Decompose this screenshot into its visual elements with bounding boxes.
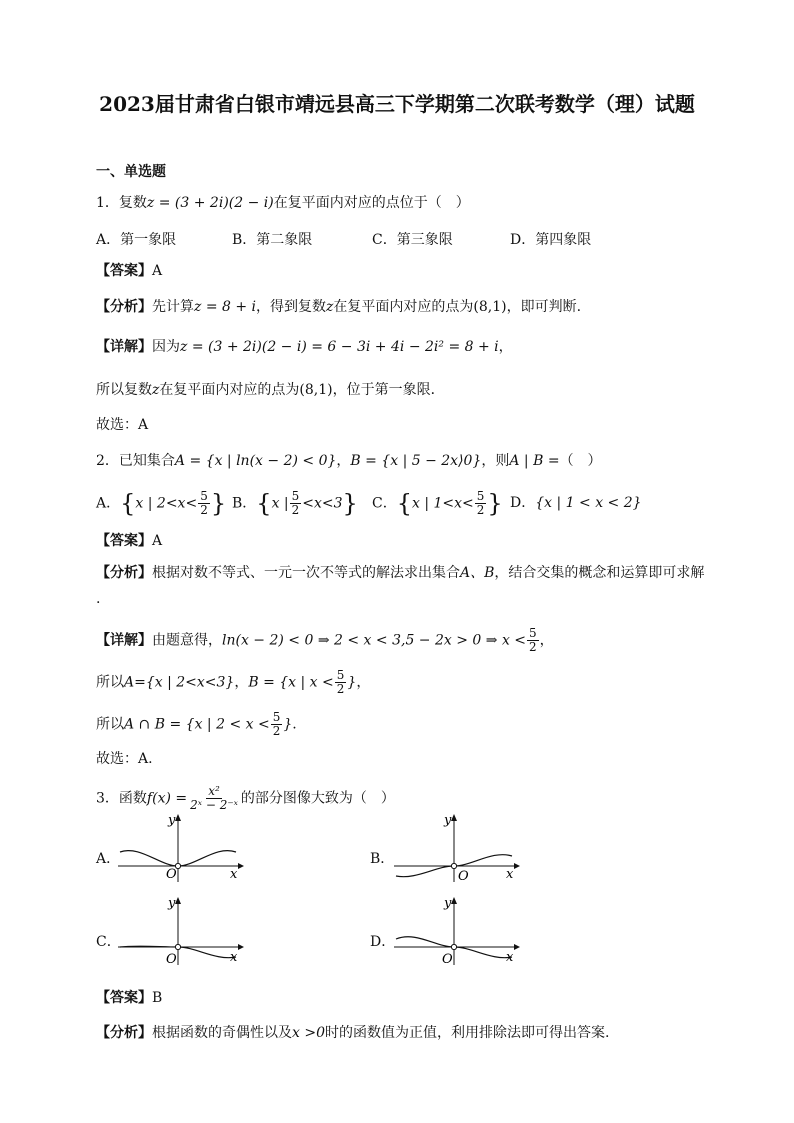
q2-operation: A | B = — [509, 453, 560, 469]
q2-answer — [96, 532, 162, 550]
graph-b — [392, 812, 522, 884]
analysis-tag: 【分析】 — [96, 1025, 152, 1041]
detail-text: ， — [234, 674, 249, 691]
y-axis-label: y — [168, 896, 176, 911]
q2-analysis — [96, 564, 704, 582]
brace-right-icon: } — [210, 489, 227, 518]
analysis-sets: A、B — [460, 565, 495, 581]
analysis-text: ，即可判断. — [506, 299, 582, 315]
q2-option-c — [372, 490, 503, 517]
origin-label: O — [166, 867, 177, 882]
option-body-tail: <x<3 — [302, 495, 343, 512]
analysis-text: 先计算 — [152, 299, 194, 315]
x-axis-label: x — [506, 950, 514, 965]
x-axis-arrow-icon — [238, 863, 244, 869]
graph-d-label: D． — [370, 934, 396, 950]
detail-text: 在复平面内对应的点为 — [159, 382, 300, 398]
option-label: C． — [372, 495, 397, 512]
detail-text: 所以 — [96, 716, 124, 733]
fraction-denominator: 2 — [291, 503, 300, 517]
q3-stem — [96, 785, 395, 812]
q2-option-b — [232, 490, 358, 517]
option-label: B． — [232, 495, 257, 512]
graph-c-label: C． — [96, 934, 121, 950]
x-axis-arrow-icon — [238, 944, 244, 950]
brace-left-icon: { — [396, 489, 412, 518]
detail-tag: 【详解】 — [96, 339, 152, 355]
detail-text: 由题意得， — [152, 632, 222, 649]
answer-value: A — [152, 533, 163, 549]
q1-answer — [96, 262, 162, 280]
answer-value: B — [152, 990, 163, 1006]
y-axis-label: y — [444, 896, 452, 911]
x-axis-label: x — [230, 950, 238, 965]
detail-text: ， — [539, 632, 554, 649]
q2-analysis-dot: . — [96, 591, 101, 607]
analysis-expression: x >0 — [292, 1025, 325, 1041]
detail-point: (8,1) — [299, 382, 333, 398]
q1-detail — [96, 338, 513, 356]
x-axis-arrow-icon — [514, 944, 520, 950]
fraction-numerator: 5 — [291, 489, 300, 503]
x-axis-label: x — [230, 867, 238, 882]
detail-set-a: A={x | 2<x<3} — [124, 674, 235, 691]
fraction-numerator: 5 — [272, 710, 281, 724]
option-body: x | 1<x< — [412, 495, 474, 512]
q1-stem-expression: z = (3 + 2i)(2 − i) — [146, 195, 274, 211]
q1-stem-suffix: 在复平面内对应的点位于（ ） — [273, 195, 470, 211]
q2-stem-text: ，则 — [481, 453, 510, 469]
q2-choice: 故选：A. — [96, 751, 153, 767]
answer-tag: 【答案】 — [96, 533, 152, 549]
detail-variable: z — [152, 382, 160, 398]
y-axis-arrow-icon — [175, 897, 181, 904]
brace-left-icon: { — [256, 489, 272, 518]
graph-c — [116, 895, 246, 967]
analysis-text: 时的函数值为正值，利用排除法即可得出答案. — [324, 1025, 610, 1041]
x-axis-arrow-icon — [514, 863, 520, 869]
origin-marker — [451, 944, 456, 949]
detail-intersection: A ∩ B = {x | 2 < x < — [124, 716, 270, 733]
analysis-text: 根据对数不等式、一元一次不等式的解法求出集合 — [152, 565, 460, 581]
answer-tag: 【答案】 — [96, 990, 152, 1006]
q3-analysis — [96, 1024, 609, 1042]
detail-brace: } — [283, 716, 293, 733]
y-axis-label: y — [444, 813, 452, 828]
analysis-text: ，结合交集的概念和运算即可求解 — [494, 565, 705, 581]
y-axis-label: y — [168, 813, 176, 828]
q1-choice: 故选：A — [96, 417, 149, 433]
q1-stem-prefix: 1．复数 — [96, 195, 147, 211]
brace-right-icon: } — [487, 489, 503, 518]
section-heading: 一、单选题 — [96, 164, 166, 180]
graph-a-label: A． — [96, 851, 121, 867]
graph-d — [392, 895, 522, 967]
option-label: D． — [510, 495, 536, 511]
option-body: {x | 1 < x < 2} — [535, 495, 642, 511]
brace-left-icon: { — [120, 489, 136, 518]
q2-option-a — [96, 490, 226, 517]
fraction-numerator: 5 — [200, 489, 208, 503]
detail-set-b: B = {x | x < — [248, 674, 334, 691]
detail-text: ，位于第一象限． — [332, 382, 445, 398]
analysis-expression: z = 8 + i — [194, 299, 257, 315]
q2-detail — [96, 627, 554, 654]
fraction — [188, 785, 240, 812]
analysis-tag: 【分析】 — [96, 299, 152, 315]
analysis-text: 在复平面内对应的点为 — [333, 299, 474, 315]
detail-expression: z = (3 + 2i)(2 − i) = 6 − 3i + 4i − 2i² = 8 + i — [180, 339, 499, 355]
answer-value: A — [152, 263, 163, 279]
q1-option-c: C．第三象限 — [372, 232, 453, 248]
answer-tag: 【答案】 — [96, 263, 152, 279]
q3-function: f(x) = — [146, 790, 188, 807]
detail-expression: ln(x − 2) < 0 ⇒ 2 < x < 3,5 − 2x > 0 ⇒ x < — [222, 632, 527, 649]
fraction — [335, 669, 347, 696]
fraction — [290, 490, 302, 517]
origin-label: O — [442, 952, 453, 967]
analysis-text: 根据函数的奇偶性以及 — [152, 1025, 292, 1041]
fraction — [198, 490, 210, 517]
q2-stem-text: （ ） — [559, 453, 602, 469]
graph-b-label: B． — [370, 851, 395, 867]
option-body: x | — [271, 495, 289, 512]
q1-stem — [96, 194, 470, 212]
y-axis-arrow-icon — [175, 814, 181, 821]
q1-analysis — [96, 298, 581, 316]
q3-answer — [96, 989, 162, 1007]
q2-stem-prefix: 2．已知集合 — [96, 453, 175, 469]
analysis-variable: z — [326, 299, 334, 315]
q3-stem-prefix: 3．函数 — [96, 790, 147, 807]
detail-brace: } — [347, 674, 357, 691]
fraction — [271, 711, 283, 738]
analysis-point: (8,1) — [473, 299, 507, 315]
detail-text: . — [292, 716, 297, 733]
fraction-numerator: x² — [208, 784, 220, 798]
fraction-numerator: 5 — [529, 626, 537, 640]
detail-text: 因为 — [152, 339, 180, 355]
q1-option-d: D．第四象限 — [510, 232, 592, 248]
detail-text: 所以复数 — [96, 382, 152, 398]
origin-marker — [175, 944, 180, 949]
analysis-tag: 【分析】 — [96, 565, 152, 581]
analysis-text: ，得到复数 — [256, 299, 327, 315]
y-axis-arrow-icon — [451, 814, 457, 821]
fraction-denominator: 2 — [336, 682, 345, 696]
fraction-denominator: 2 — [476, 503, 485, 517]
q1-detail-line2 — [96, 381, 445, 399]
q2-stem — [96, 452, 602, 470]
q2-set-a: A = {x | ln(x − 2) < 0} — [174, 453, 337, 469]
fraction-denominator: 2 — [272, 724, 281, 738]
q1-option-b: B．第二象限 — [232, 232, 313, 248]
fraction-denominator: 2 — [529, 640, 537, 654]
q2-detail-line2 — [96, 669, 370, 696]
q1-option-a: A．第一象限 — [96, 232, 177, 248]
option-label: A． — [96, 495, 121, 512]
q2-set-b: B = {x | 5 − 2x⟩0} — [350, 453, 482, 469]
y-axis-arrow-icon — [451, 897, 457, 904]
fraction-denominator: 2ˣ − 2⁻ˣ — [190, 798, 238, 812]
q2-detail-line3 — [96, 711, 297, 738]
detail-text: ， — [498, 339, 513, 355]
detail-text: 所以 — [96, 674, 124, 691]
option-body: x | 2<x< — [135, 495, 198, 512]
origin-marker — [451, 863, 456, 868]
origin-label: O — [458, 869, 469, 884]
q2-option-d — [510, 494, 642, 512]
origin-label: O — [166, 952, 177, 967]
fraction-numerator: 5 — [476, 489, 485, 503]
graph-a — [116, 812, 246, 884]
fraction — [475, 490, 487, 517]
q2-stem-text: ， — [336, 453, 351, 469]
q3-stem-suffix: 的部分图像大致为（ ） — [240, 790, 395, 807]
brace-right-icon: } — [342, 489, 358, 518]
x-axis-label: x — [506, 867, 514, 882]
fraction-numerator: 5 — [336, 668, 345, 682]
fraction-denominator: 2 — [200, 503, 208, 517]
detail-text: ， — [356, 674, 371, 691]
detail-tag: 【详解】 — [96, 632, 152, 649]
fraction — [527, 627, 539, 654]
page-title: 2023届甘肃省白银市靖远县高三下学期第二次联考数学（理）试题 — [99, 92, 695, 116]
